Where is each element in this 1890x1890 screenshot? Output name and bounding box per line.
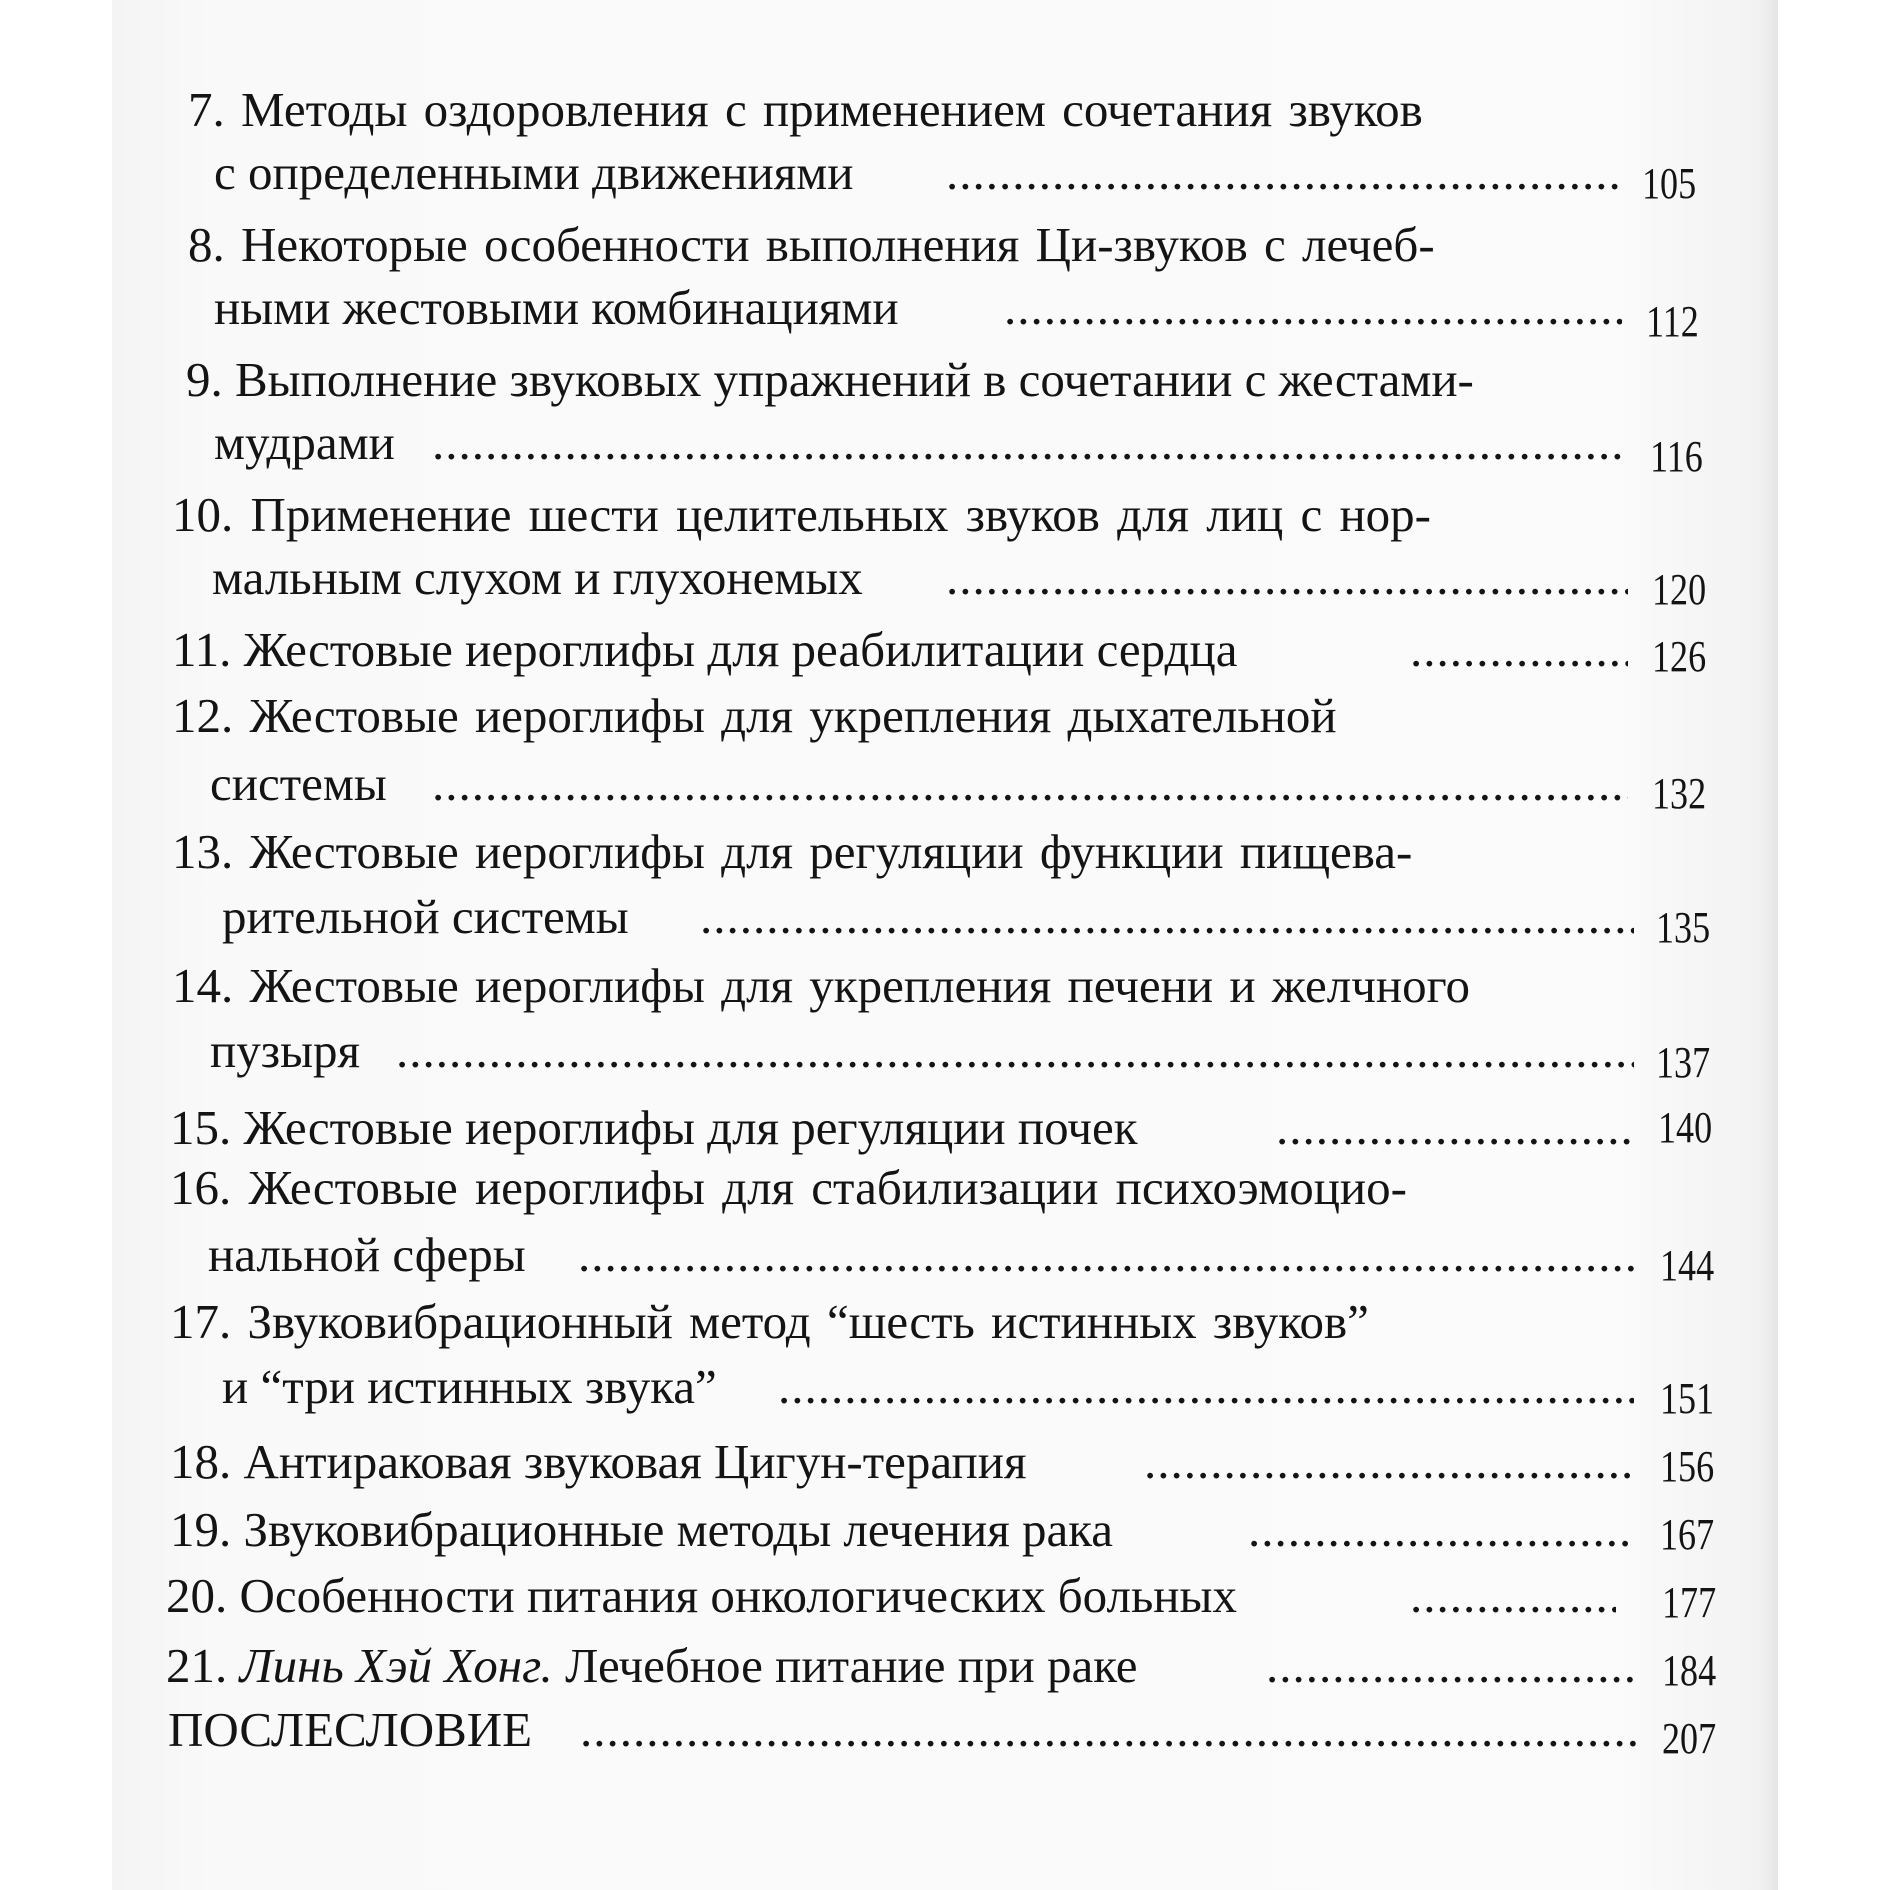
toc-entry-11-line-1: 11. Жестовые иероглифы для реабилитации сердца <box>172 622 1238 677</box>
toc-leader-dots <box>580 1700 1636 1760</box>
toc-leader-dots <box>578 1225 1634 1285</box>
toc-leader-dots <box>1276 1098 1632 1158</box>
toc-entry-13-line-1: 13. Жестовые иероглифы для регуляции функции пищева- <box>172 824 1413 879</box>
toc-leader-dots <box>946 548 1628 608</box>
toc-entry-9-line-2: мудрами <box>214 415 395 470</box>
toc-entry-21-title: Лечебное питание при раке <box>565 1638 1138 1693</box>
toc-entry-12-line-1: 12. Жестовые иероглифы для укрепления дыхательной <box>172 688 1337 743</box>
toc-leader-dots <box>432 754 1628 814</box>
toc-entry-11-page: 126 <box>1652 632 1707 681</box>
toc-entry-21-page: 184 <box>1662 1646 1717 1695</box>
toc-afterword-page: 207 <box>1662 1714 1717 1763</box>
toc-afterword-label: ПОСЛЕСЛОВИЕ <box>168 1702 533 1757</box>
toc-entry-14-line-1: 14. Жестовые иероглифы для укрепления печени и желчного <box>172 958 1470 1013</box>
toc-entry-17-line-1: 17. Звуковибрационный метод “шесть истинных звуков” <box>170 1294 1369 1349</box>
toc-entry-9-page: 116 <box>1650 432 1703 481</box>
toc-leader-dots <box>778 1357 1634 1417</box>
toc-entry-7-page: 105 <box>1642 159 1697 208</box>
toc-entry-17-line-2: и “три истинных звука” <box>222 1359 717 1414</box>
toc-entry-13-line-2: рительной системы <box>222 889 629 944</box>
toc-entry-10-page: 120 <box>1652 565 1707 614</box>
toc-leader-dots <box>1410 1566 1616 1626</box>
toc-leader-dots <box>432 413 1626 473</box>
toc-entry-18-line-1: 18. Антираковая звуковая Цигун-терапия <box>170 1434 1027 1489</box>
toc-entry-14-line-2: пузыря <box>210 1023 361 1078</box>
toc-entry-19-line-1: 19. Звуковибрационные методы лечения рака <box>170 1502 1114 1557</box>
toc-entry-16-line-1: 16. Жестовые иероглифы для стабилизации психоэмоцио- <box>170 1160 1407 1215</box>
toc-entry-7-line-2: с определенными движениями <box>214 145 854 200</box>
toc-entry-12-page: 132 <box>1652 769 1707 818</box>
toc-entry-21-author: Линь Хэй Хонг. <box>239 1638 553 1693</box>
toc-entry-12-line-2: системы <box>210 756 387 811</box>
toc-leader-dots <box>1266 1636 1636 1696</box>
toc-entry-8-page: 112 <box>1646 297 1699 346</box>
toc-leader-dots <box>1004 278 1622 338</box>
toc-entry-21-line-1 <box>166 1636 1138 1696</box>
toc-entry-16-line-2: нальной сферы <box>208 1227 526 1282</box>
toc-entry-10-line-1: 10. Применение шести целительных звуков для лиц с нор- <box>172 487 1431 542</box>
toc-entry-17-page: 151 <box>1660 1374 1715 1423</box>
toc-entry-15-page: 140 <box>1658 1103 1713 1152</box>
toc-entry-13-page: 135 <box>1656 903 1711 952</box>
toc-entry-16-page: 144 <box>1660 1241 1715 1290</box>
toc-leader-dots <box>396 1021 1634 1081</box>
toc-entry-20-page: 177 <box>1662 1578 1717 1627</box>
toc-leader-dots <box>700 887 1634 947</box>
toc-leader-dots <box>946 143 1618 203</box>
toc-leader-dots <box>1144 1432 1634 1492</box>
toc-entry-14-page: 137 <box>1656 1038 1711 1087</box>
toc-entry-10-line-2: мальным слухом и глухонемых <box>212 550 863 605</box>
toc-entry-7-line-1: 7. Методы оздоровления с применением сочетания звуков <box>188 82 1423 137</box>
toc-entry-19-page: 167 <box>1660 1510 1715 1559</box>
toc-leader-dots <box>1248 1500 1634 1560</box>
toc-entry-8-line-1: 8. Некоторые особенности выполнения Ци-звуков с лечеб- <box>188 217 1435 272</box>
toc-entry-15-line-1: 15. Жестовые иероглифы для регуляции почек <box>170 1100 1138 1155</box>
toc-entry-8-line-2: ными жестовыми комбинациями <box>214 280 899 335</box>
toc-entry-21-number: 21. <box>166 1638 228 1693</box>
toc-entry-18-page: 156 <box>1660 1442 1715 1491</box>
toc-leader-dots <box>1410 620 1628 680</box>
toc-entry-9-line-1: 9. Выполнение звуковых упражнений в сочетании с жестами- <box>186 352 1474 407</box>
toc-entry-20-line-1: 20. Особенности питания онкологических больных <box>166 1568 1237 1623</box>
